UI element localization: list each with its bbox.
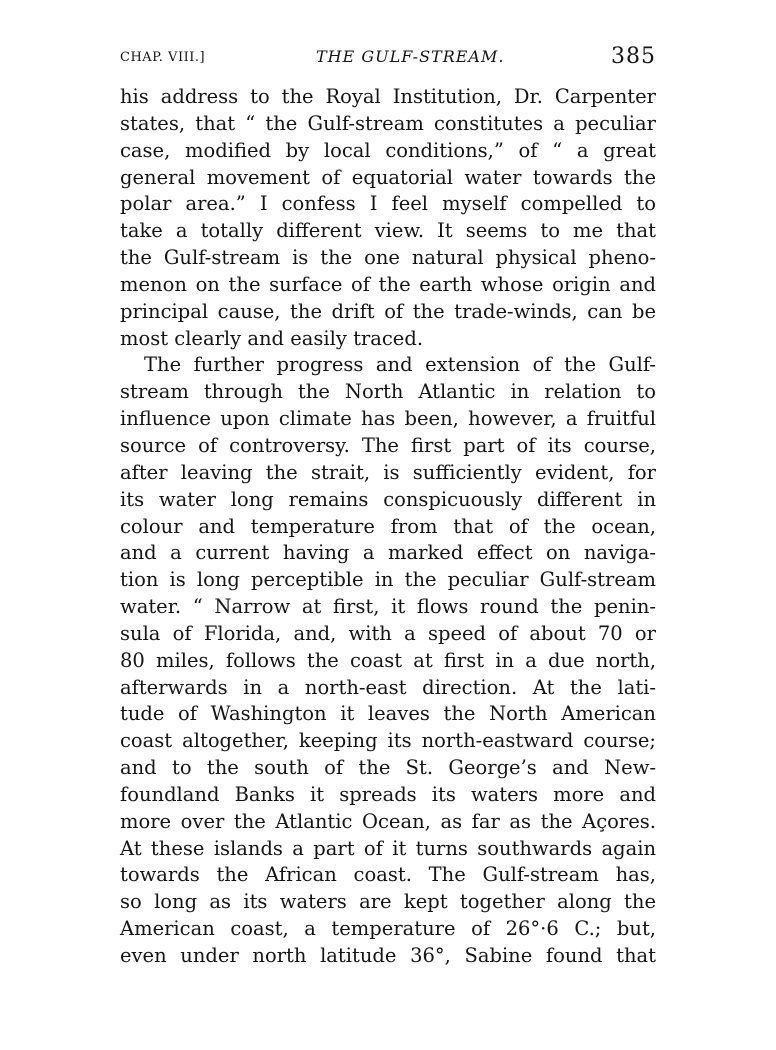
text-line: influence upon climate has been, however, a fruitful [120,407,656,431]
text-line: and a current having a marked effect on naviga- [120,541,656,565]
text-line: foundland Banks it spreads its waters more and [120,782,656,806]
body-text [120,84,656,970]
text-line: principal cause, the drift of the trade-winds, can be [120,299,656,323]
text-line: stream through the North Atlantic in relation to [120,380,656,404]
page-number: 385 [611,44,656,69]
text-line: polar area.” I confess I feel myself compelled to [120,192,656,216]
text-line: colour and temperature from that of the ocean, [120,514,656,538]
text-line: afterwards in a north-east direction. At the lati- [120,675,656,699]
paragraph-1 [120,84,656,352]
text-line: tude of Washington it leaves the North American [120,702,656,726]
text-line: water. “ Narrow at first, it flows round the penin- [120,595,656,619]
text-line: the Gulf-stream is the one natural physical pheno- [120,246,656,270]
text-line: tion is long perceptible in the peculiar Gulf-stream [120,568,656,592]
running-head [120,42,656,72]
text-line: even under north latitude 36°, Sabine found that [120,944,656,967]
text-line: 80 miles, follows the coast at first in a due north, [120,648,656,672]
text-line: general movement of equatorial water towards the [120,165,656,189]
running-title: THE GULF-STREAM. [316,47,505,66]
text-line: source of controversy. The first part of its course, [120,433,656,457]
text-line: At these islands a part of it turns southwards again [120,836,656,860]
text-line: so long as its waters are kept together along the [120,890,656,914]
text-line: most clearly and easily traced. [120,326,424,350]
text-line: more over the Atlantic Ocean, as far as the Açores. [120,809,656,833]
text-line: The further progress and extension of the Gulf- [144,353,656,377]
text-line: towards the African coast. The Gulf-stream has, [120,863,656,887]
text-line: American coast, a temperature of 26°·6 C.; but, [120,917,656,941]
text-line: after leaving the strait, is sufficiently evident, for [120,460,656,484]
paragraph-2 [120,352,656,969]
text-line: menon on the surface of the earth whose origin and [120,272,656,296]
text-line: take a totally different view. It seems to me that [120,219,656,243]
text-line: and to the south of the St. George’s and New- [120,756,656,780]
text-line: states, that “ the Gulf-stream constitutes a peculiar [120,111,656,135]
text-line: case, modified by local conditions,” of “ a great [120,138,656,162]
text-line: its water long remains conspicuously different in [120,487,656,511]
text-line: coast altogether, keeping its north-eastward course; [120,729,656,753]
text-line: his address to the Royal Institution, Dr. Carpenter [120,85,656,108]
chapter-label: CHAP. VIII.] [120,50,206,65]
text-line: sula of Florida, and, with a speed of about 70 or [120,621,656,645]
